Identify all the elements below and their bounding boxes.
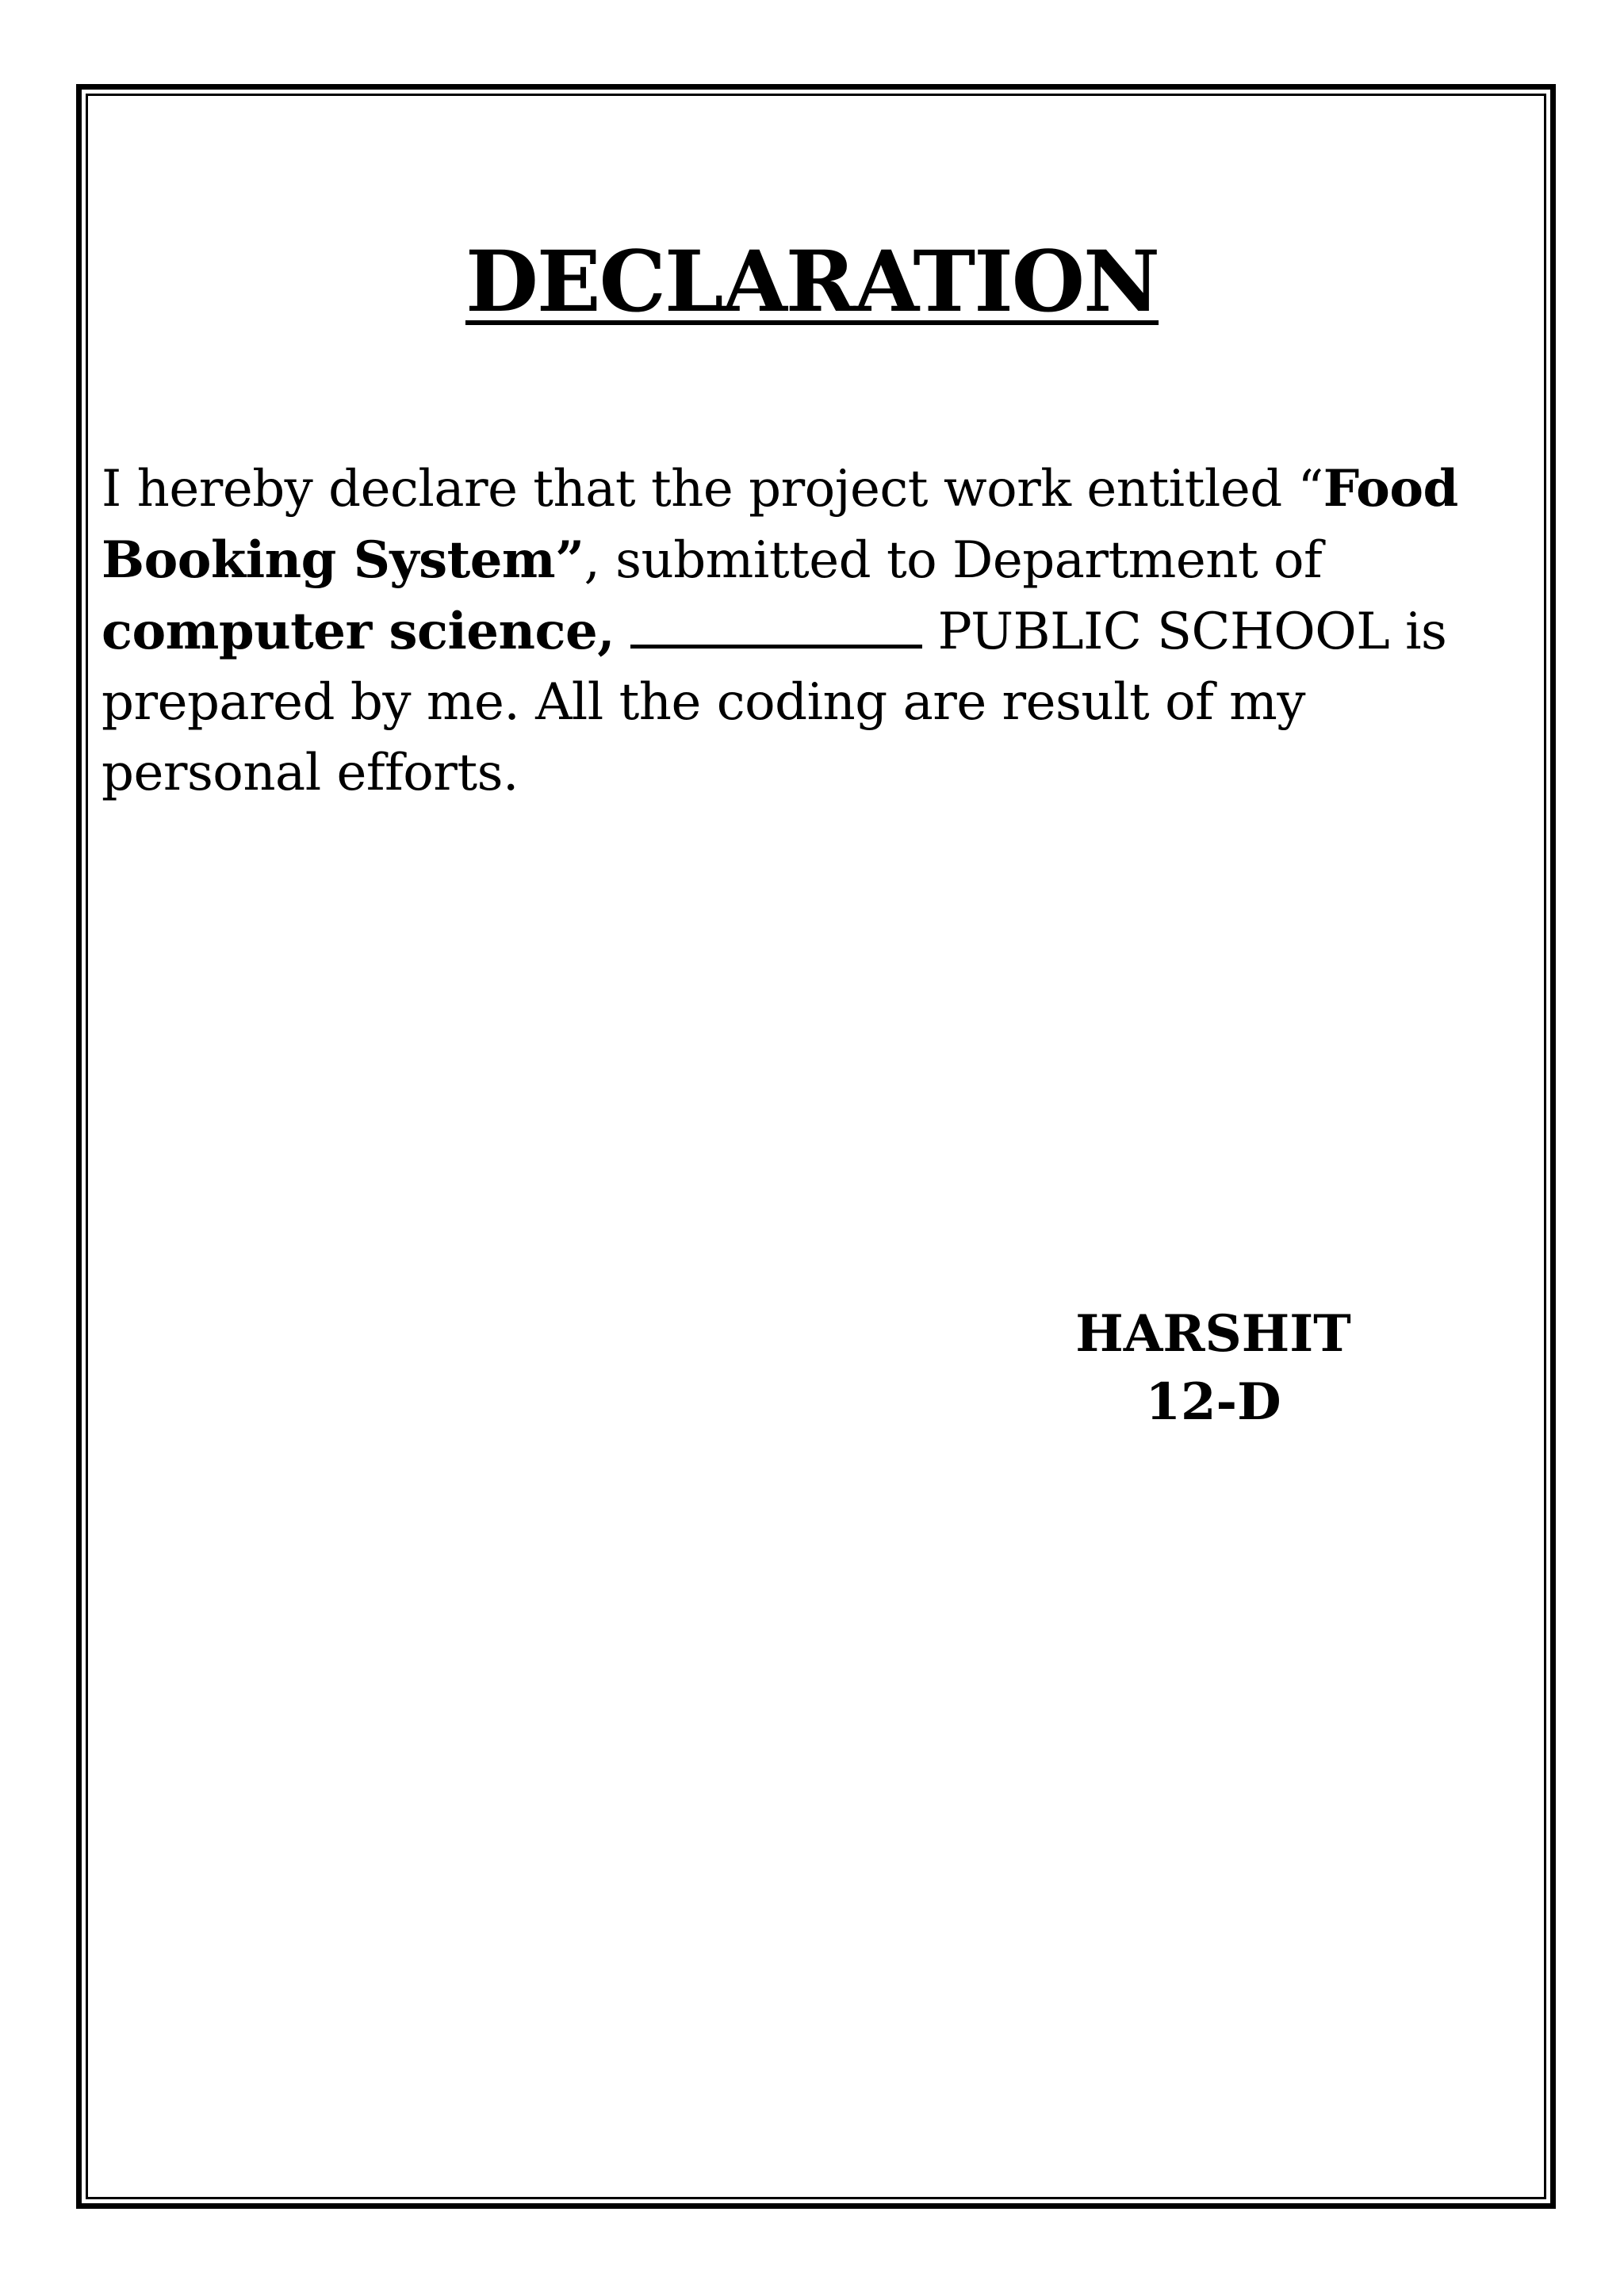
department-name: computer science,	[102, 602, 615, 661]
student-class: 12-D	[1145, 1372, 1281, 1432]
after-project-text: , submitted to Department of	[584, 531, 1323, 590]
declaration-paragraph	[102, 453, 1465, 809]
student-name: HARSHIT	[1075, 1304, 1351, 1364]
after-blank-text: PUBLIC SCHOOL is prepared by me. All the coding are result of my personal efforts.	[102, 603, 1447, 802]
signature-block	[1031, 1300, 1396, 1437]
declaration-heading: DECLARATION	[465, 232, 1159, 331]
project-name: Food Booking System”	[102, 459, 1458, 590]
page-inner-border	[86, 94, 1546, 2199]
school-name-blank	[630, 602, 922, 649]
page-title	[0, 230, 1624, 333]
intro-text: I hereby declare that the project work entitled “	[102, 460, 1323, 519]
